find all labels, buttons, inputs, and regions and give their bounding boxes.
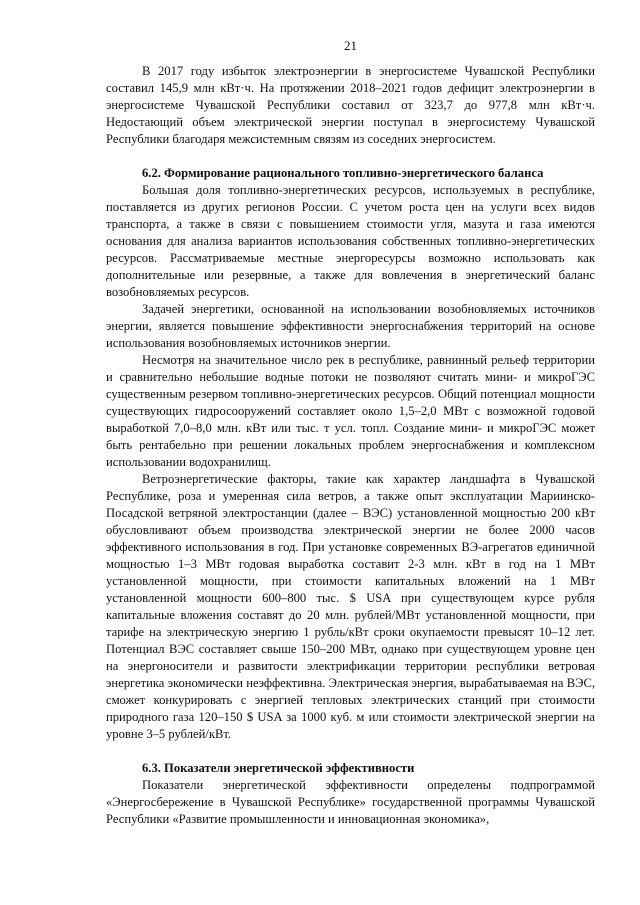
paragraph-renewable-tasks: Задачей энергетики, основанной на использовании возобновляемых источников энергии, является повышение эффективности энергоснабжения территорий на основе использования возобновляемых источников энергии. xyxy=(106,302,595,350)
section-heading-6-2: 6.2. Формирование рационального топливно-энергетического баланса xyxy=(142,166,544,180)
section-heading-6-3: 6.3. Показатели энергетической эффективности xyxy=(142,761,415,775)
paragraph-hydro-power: Несмотря на значительное число рек в республике, равнинный рельеф территории и сравнительно небольшие водные потоки не позволяют считать мини- и микроГЭС существенным резервом топливно-энергетических ресурсов. Общий потенциал мощности существующих гидросооружений составляет около 1,5–2,0 МВт с возможной годовой выработкой 7,0–8,0 млн. кВт или тыс. т усл. топл. Создание мини- и микроГЭС может быть рентабельно при решении локальных проблем энергоснабжения и комплексном использовании водохранилищ. xyxy=(106,353,595,469)
paragraph-efficiency-indicators: Показатели энергетической эффективности определены подпрограммой «Энергосбережение в Чувашской Республике» государственной программы Чувашской Республики «Развитие промышленности и инновационная экономика», xyxy=(106,778,595,826)
document-body xyxy=(106,63,595,828)
paragraph-fuel-resources: Большая доля топливно-энергетических ресурсов, используемых в республике, поставляется из других регионов России. С учетом роста цен на услуги всех видов транспорта, а также в связи с повышением стоимости угля, мазута и газа имеются основания для анализа вариантов использования собственных топливно-энергетических ресурсов. Рассматриваемые местные энергоресурсы возможно использовать как дополнительные или резервные, а также для вовлечения в энергетический баланс возобновляемых ресурсов. xyxy=(106,183,595,299)
paragraph-energy-surplus: В 2017 году избыток электроэнергии в энергосистеме Чувашской Республики составил 145,9 млн кВт·ч. На протяжении 2018–2021 годов дефицит электроэнергии в энергосистеме Чувашской Республики составил от 323,7 до 977,8 млн кВт·ч. Недостающий объем электрической энергии поступал в энергосистему Чувашской Республики благодаря межсистемным связям из соседних энергосистем. xyxy=(106,64,595,146)
paragraph-wind-power: Ветроэнергетические факторы, такие как характер ландшафта в Чувашской Республике, роза и умеренная сила ветров, а также опыт эксплуатации Мариинско-Посадской ветряной электростанции (далее – ВЭС) установленной мощностью 200 кВт обусловливают объем производства электрической энергии не более 2000 часов эффективного использования в год. При установке современных ВЭ-агрегатов единичной мощностью 1–3 МВт годовая выработка составит 2-3 млн. кВт в год на 1 МВт установленной мощности, при стоимости капитальных вложений на 1 МВт установленной мощности 600–800 тыс. $ USA при существующем курсе рубля капитальные вложения составят до 20 млн. рублей/МВт установленной мощности, при тарифе на электрическую энергию 1 рубль/кВт сроки окупаемости превысят 10–12 лет. Потенциал ВЭС составляет свыше 150–200 МВт, однако при существующем уровне цен на энергоносители и развитости электрификации территории республики ветровая энергетика экономически неэффективна. Электрическая энергия, вырабатываемая на ВЭС, сможет конкурировать с энергией тепловых электрических станций при стоимости природного газа 120–150 $ USA за 1000 куб. м или стоимости электрической энергии на уровне 3–5 рублей/кВт. xyxy=(106,472,595,741)
page-number: 21 xyxy=(344,38,357,53)
